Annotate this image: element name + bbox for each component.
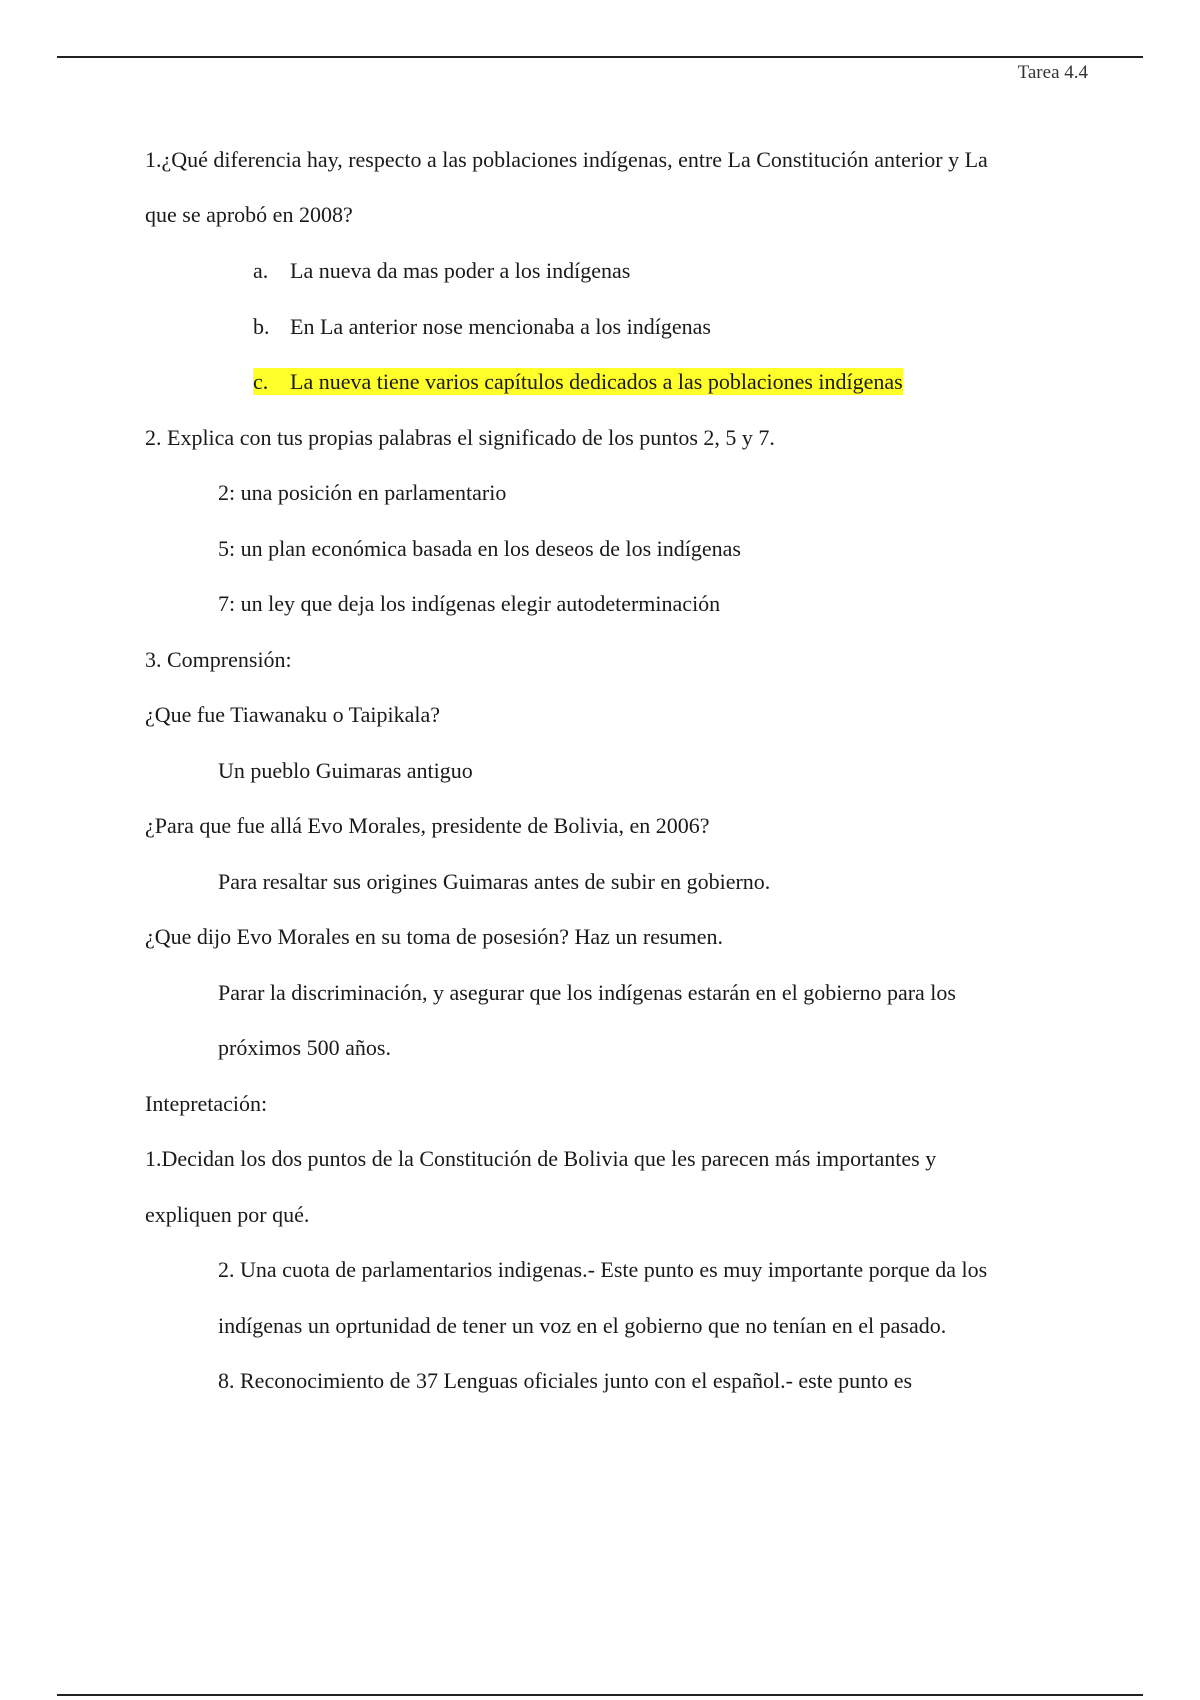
option-text: La nueva tiene varios capítulos dedicados a las poblaciones indígenas — [290, 369, 903, 394]
footer-rule — [57, 1694, 1143, 1696]
q1-option-c — [253, 368, 903, 396]
page-header-title: Tarea 4.4 — [1017, 62, 1088, 83]
interpretation-question-line2: expliquen por qué. — [145, 1202, 310, 1227]
highlighted-answer — [253, 368, 903, 395]
option-text: La nueva da mas poder a los indígenas — [290, 258, 631, 283]
q2-question: 2. Explica con tus propias palabras el significado de los puntos 2, 5 y 7. — [145, 425, 775, 450]
interpretation-answer1-line2: indígenas un oprtunidad de tener un voz en el gobierno que no tenían en el pasado. — [218, 1313, 947, 1338]
option-marker: c. — [253, 369, 269, 394]
interpretation-answer1-line1: 2. Una cuota de parlamentarios indigenas.- Este punto es muy importante porque da los — [218, 1257, 988, 1282]
option-text: En La anterior nose mencionaba a los indígenas — [290, 314, 711, 339]
header-rule — [57, 56, 1143, 58]
q1-question-line2: que se aprobó en 2008? — [145, 202, 353, 227]
q3-sub1-question: ¿Que fue Tiawanaku o Taipikala? — [145, 702, 440, 727]
q1-question-line1: 1.¿Qué diferencia hay, respecto a las poblaciones indígenas, entre La Constitución anterior y La — [145, 147, 988, 172]
q3-sub3-question: ¿Que dijo Evo Morales en su toma de posesión? Haz un resumen. — [145, 924, 723, 949]
q1-option-a — [253, 257, 630, 285]
q3-sub3-answer-line1: Parar la discriminación, y asegurar que los indígenas estarán en el gobierno para los — [218, 980, 956, 1005]
q3-sub3-answer-line2: próximos 500 años. — [218, 1035, 391, 1060]
interpretation-question-line1: 1.Decidan los dos puntos de la Constitución de Bolivia que les parecen más importantes y — [145, 1146, 937, 1171]
q1-option-b — [253, 313, 711, 341]
option-marker: b. — [253, 314, 270, 339]
q3-sub2-answer: Para resaltar sus origines Guimaras antes de subir en gobierno. — [218, 869, 771, 894]
q3-sub1-answer: Un pueblo Guimaras antiguo — [218, 758, 473, 783]
interpretation-heading: Intepretación: — [145, 1091, 268, 1116]
interpretation-answer2-line1: 8. Reconocimiento de 37 Lenguas oficiales junto con el español.- este punto es — [218, 1368, 913, 1393]
q2-answer-7: 7: un ley que deja los indígenas elegir autodeterminación — [218, 591, 721, 616]
q2-answer-5: 5: un plan económica basada en los deseos de los indígenas — [218, 536, 741, 561]
q3-sub2-question: ¿Para que fue allá Evo Morales, presidente de Bolivia, en 2006? — [145, 813, 710, 838]
q3-heading: 3. Comprensión: — [145, 647, 292, 672]
option-marker: a. — [253, 258, 269, 283]
q2-answer-2: 2: una posición en parlamentario — [218, 480, 507, 505]
